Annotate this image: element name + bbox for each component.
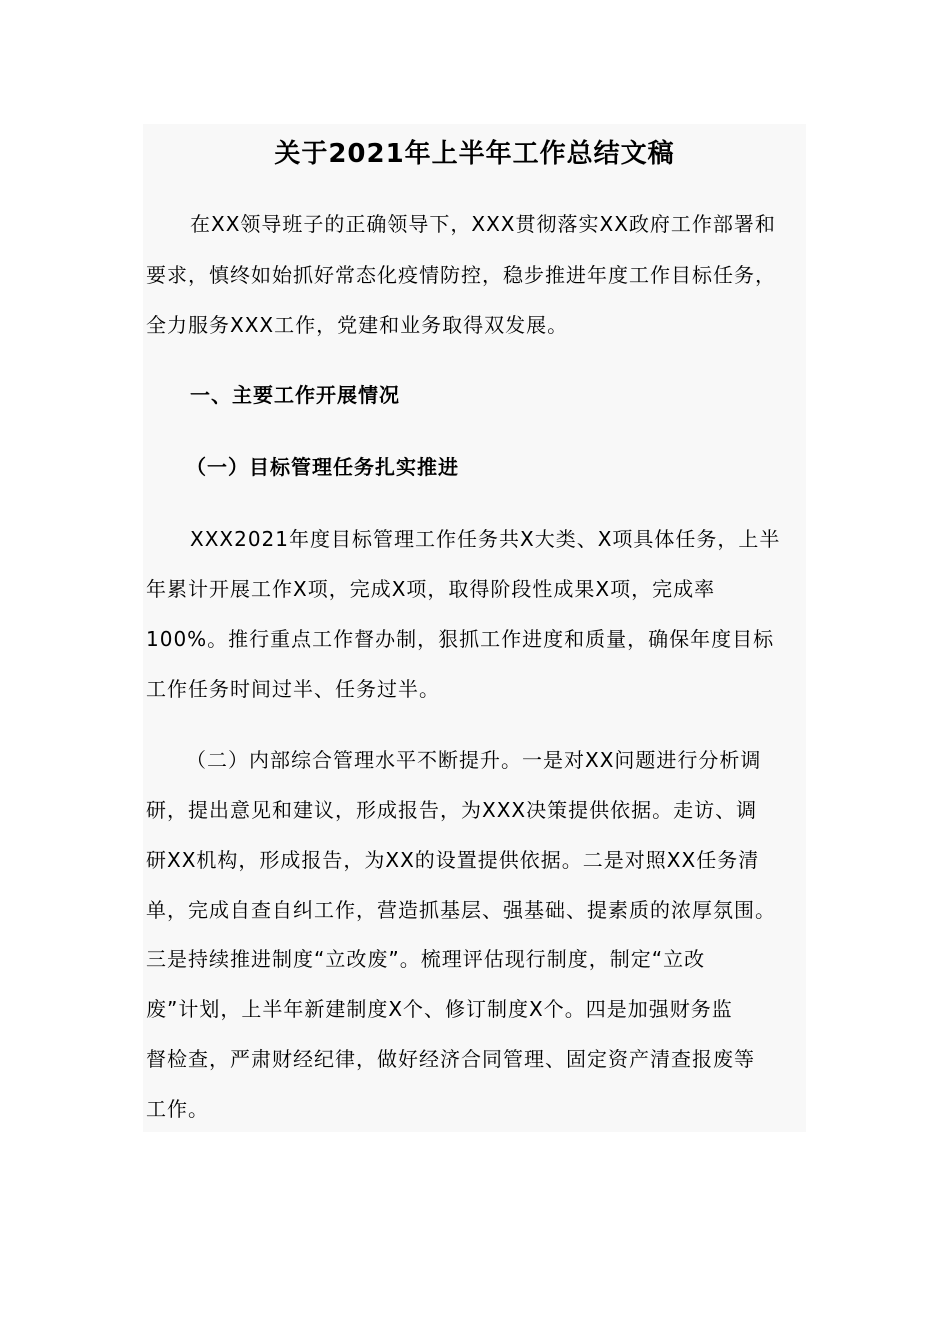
subsection-2-line-3: 研XX机构，形成报告，为XX的设置提供依据。二是对照XX任务清 bbox=[146, 848, 760, 872]
subsection-1-line-3: 100%。推行重点工作督办制，狠抓工作进度和质量，确保年度目标 bbox=[146, 627, 775, 651]
intro-line-3: 全力服务XXX工作，党建和业务取得双发展。 bbox=[146, 313, 569, 337]
subsection-1-line-2: 年累计开展工作X项，完成X项，取得阶段性成果X项，完成率 bbox=[146, 577, 716, 601]
subsection-1-line-1: XXX2021年度目标管理工作任务共X大类、X项具体任务，上半 bbox=[190, 527, 781, 551]
intro-line-1: 在XX领导班子的正确领导下，XXX贯彻落实XX政府工作部署和 bbox=[190, 212, 776, 236]
intro-line-2: 要求，慎终如始抓好常态化疫情防控，稳步推进年度工作目标任务， bbox=[146, 263, 776, 287]
subsection-1-line-4: 工作任务时间过半、任务过半。 bbox=[146, 677, 440, 701]
subsection-2-line-4: 单，完成自查自纠工作，营造抓基层、强基础、提素质的浓厚氛围。 bbox=[146, 898, 776, 922]
subsection-1-heading: （一）目标管理任务扎实推进 bbox=[186, 455, 459, 479]
section-heading: 一、主要工作开展情况 bbox=[190, 383, 400, 407]
subsection-2-line-7: 督检查，严肃财经纪律，做好经济合同管理、固定资产清查报废等 bbox=[146, 1047, 755, 1071]
subsection-2-line-1: （二）内部综合管理水平不断提升。一是对XX问题进行分析调 bbox=[186, 748, 762, 772]
subsection-2-line-2: 研，提出意见和建议，形成报告，为XXX决策提供依据。走访、调 bbox=[146, 798, 758, 822]
subsection-2-line-8: 工作。 bbox=[146, 1097, 209, 1121]
document-title: 关于2021年上半年工作总结文稿 bbox=[274, 139, 675, 169]
subsection-2-line-6: 废”计划，上半年新建制度X个、修订制度X个。四是加强财务监 bbox=[146, 997, 733, 1021]
subsection-2-line-5: 三是持续推进制度“立改废”。梳理评估现行制度，制定“立改 bbox=[146, 947, 706, 971]
